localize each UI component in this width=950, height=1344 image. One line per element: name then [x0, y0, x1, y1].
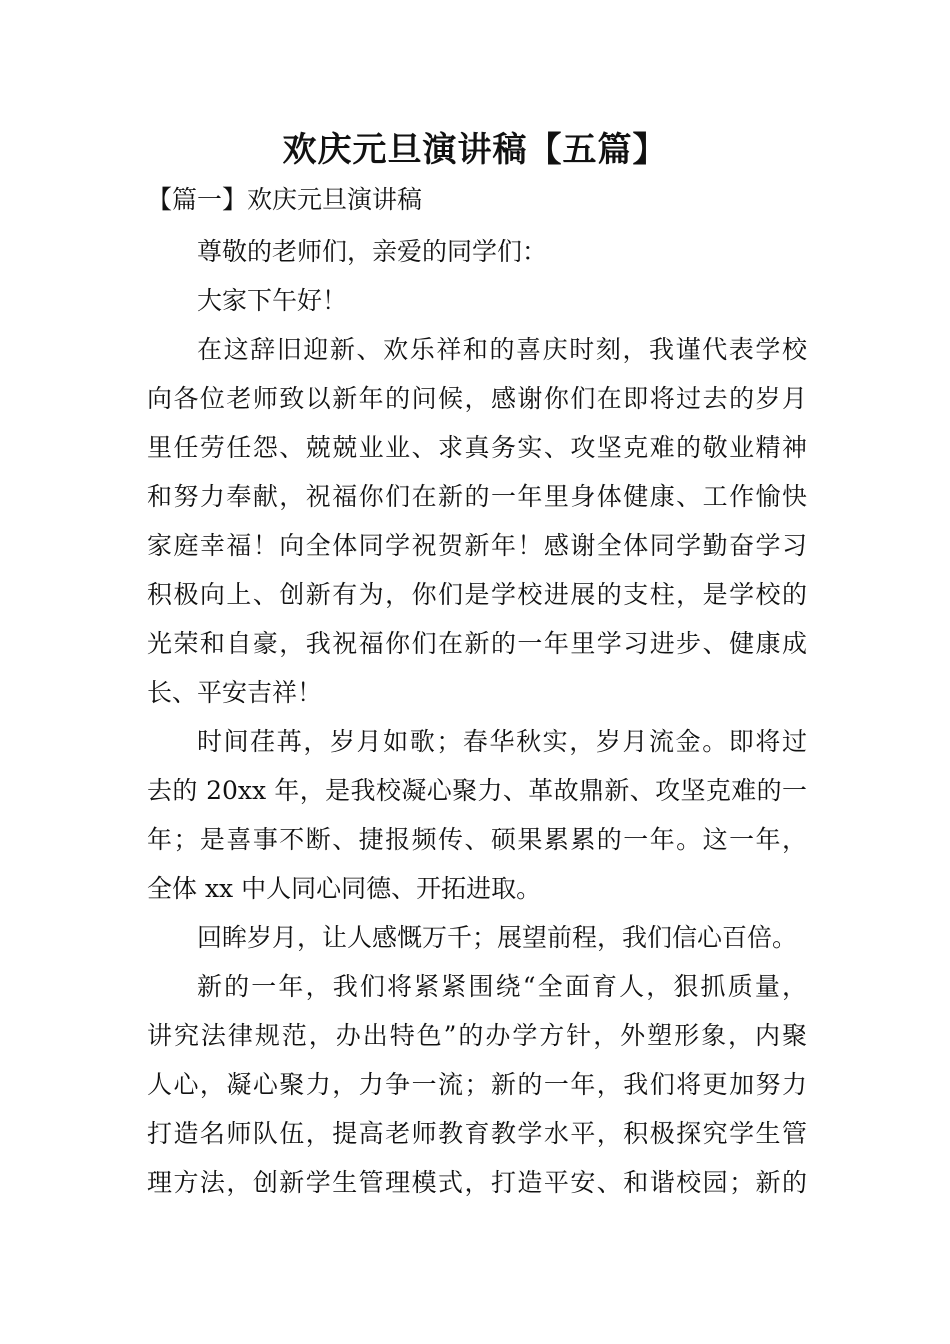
paragraph-line: 家庭幸福！向全体同学祝贺新年！感谢全体同学勤奋学习 — [147, 531, 807, 560]
paragraph-line: 回眸岁月，让人感慨万千；展望前程，我们信心百倍。 — [197, 923, 798, 952]
paragraph-line: 理方法，创新学生管理模式，打造平安、和谐校园；新的 — [147, 1168, 807, 1197]
paragraph-line: 积极向上、创新有为，你们是学校进展的支柱，是学校的 — [147, 580, 807, 609]
paragraph-line: 人心，凝心聚力，力争一流；新的一年，我们将更加努力 — [147, 1070, 807, 1099]
paragraph-line: 大家下午好！ — [197, 286, 348, 315]
paragraph-line: 年；是喜事不断、捷报频传、硕果累累的一年。这一年， — [147, 825, 807, 854]
section-heading: 【篇一】欢庆元旦演讲稿 — [147, 185, 423, 214]
paragraph-line: 和努力奉献，祝福你们在新的一年里身体健康、工作愉快 — [147, 482, 807, 511]
paragraph-line: 讲究法律规范，办出特色”的办学方针，外塑形象，内聚 — [147, 1021, 807, 1050]
paragraph-line: 在这辞旧迎新、欢乐祥和的喜庆时刻，我谨代表学校 — [197, 335, 807, 364]
paragraph-line: 新的一年，我们将紧紧围绕“全面育人，狠抓质量， — [197, 972, 807, 1001]
paragraph-line: 光荣和自豪，我祝福你们在新的一年里学习进步、健康成 — [147, 629, 807, 658]
paragraph-line: 打造名师队伍，提高老师教育教学水平，积极探究学生管 — [147, 1119, 807, 1148]
paragraph-line: 尊敬的老师们，亲爱的同学们： — [197, 237, 548, 266]
paragraph-line: 里任劳任怨、兢兢业业、求真务实、攻坚克难的敬业精神 — [147, 433, 807, 462]
paragraph-line: 向各位老师致以新年的问候，感谢你们在即将过去的岁月 — [147, 384, 807, 413]
document-title: 欢庆元旦演讲稿【五篇】 — [282, 130, 668, 170]
paragraph-line: 全体 xx 中人同心同德、开拓进取。 — [147, 874, 542, 903]
paragraph-line: 去的 20xx 年，是我校凝心聚力、革故鼎新、攻坚克难的一 — [147, 776, 807, 805]
paragraph-line: 长、平安吉祥！ — [147, 678, 323, 707]
paragraph-line: 时间荏苒，岁月如歌；春华秋实，岁月流金。即将过 — [197, 727, 807, 756]
